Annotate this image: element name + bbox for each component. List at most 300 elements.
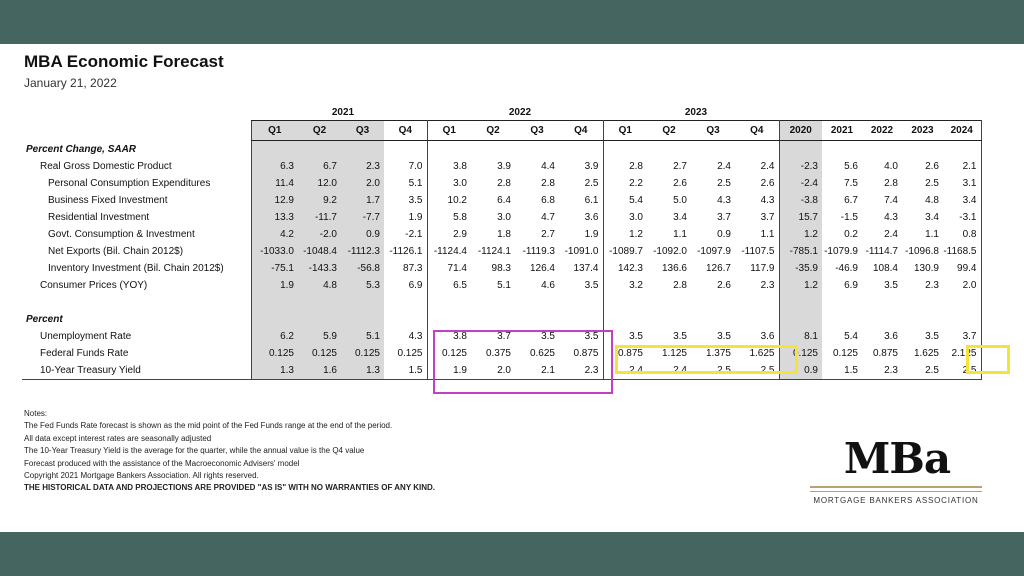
- table-cell: 6.1: [559, 192, 603, 209]
- table-cell: 1.9: [427, 362, 471, 380]
- table-cell: 2.1: [515, 362, 559, 380]
- table-cell: 3.2: [629, 280, 643, 291]
- table-cell: 6.9: [384, 277, 427, 294]
- table-cell: -2.4: [779, 175, 822, 192]
- table-cell: 5.1: [341, 328, 384, 345]
- note-line: All data except interest rates are seasonally adjusted: [24, 433, 212, 443]
- table-cell: 1.8: [497, 229, 511, 240]
- row-label: Business Fixed Investment: [48, 195, 168, 206]
- table-cell: 1.375: [705, 348, 731, 359]
- empty-cell: [559, 141, 603, 159]
- table-cell: 3.4: [673, 212, 687, 223]
- table-cell: 130.9: [913, 263, 939, 274]
- table-cell: 3.5: [717, 331, 731, 342]
- table-cell: 6.4: [497, 195, 511, 206]
- table-cell: 2.9: [453, 229, 467, 240]
- empty-cell: [515, 141, 559, 159]
- table-cell: 4.8: [925, 195, 939, 206]
- table-cell: 1.3: [251, 362, 298, 380]
- table-cell: 0.875: [617, 348, 643, 359]
- logo-rule: [810, 486, 982, 488]
- table-cell: 3.5: [559, 277, 603, 294]
- empty-cell: [298, 294, 341, 311]
- table-cell: 3.7: [943, 328, 981, 345]
- table-cell: 1.7: [341, 192, 384, 209]
- table-cell: -7.7: [341, 209, 384, 226]
- empty-cell: [691, 141, 735, 159]
- year-group-2021: 2021: [331, 107, 355, 118]
- table-cell: -1091.0: [559, 243, 603, 260]
- empty-cell: [559, 311, 603, 328]
- table-cell: 2.4: [884, 229, 898, 240]
- empty-cell: [862, 294, 902, 311]
- empty-cell: [427, 141, 471, 159]
- table-cell: 2.6: [925, 161, 939, 172]
- table-cell: 7.5: [844, 178, 858, 189]
- column-header: Q4: [735, 121, 779, 141]
- table-cell: 2.4: [647, 362, 691, 380]
- table-cell: 5.6: [844, 161, 858, 172]
- table-cell: 2.3: [925, 280, 939, 291]
- table-cell: 4.3: [735, 192, 779, 209]
- empty-cell: [341, 311, 384, 328]
- table-cell: 0.125: [298, 345, 341, 362]
- table-cell: 2.8: [541, 178, 555, 189]
- table-cell: -1033.0: [251, 243, 298, 260]
- table-cell: 4.6: [541, 280, 555, 291]
- row-label: Real Gross Domestic Product: [40, 161, 172, 172]
- table-cell: 0.125: [441, 348, 467, 359]
- empty-cell: [647, 294, 691, 311]
- spacer-cell: [22, 294, 251, 311]
- empty-cell: [943, 311, 981, 328]
- table-cell: 6.5: [453, 280, 467, 291]
- table-cell: 2.5: [943, 362, 981, 380]
- table-cell: 0.125: [779, 345, 822, 362]
- section-heading-pct-change: Percent Change, SAAR: [26, 143, 137, 155]
- empty-cell: [341, 294, 384, 311]
- table-cell: 3.1: [943, 175, 981, 192]
- slide: [0, 44, 1024, 532]
- table-cell: 2.7: [541, 229, 555, 240]
- empty-cell: [822, 294, 862, 311]
- table-cell: 5.4: [629, 195, 643, 206]
- table-cell: 1.9: [559, 226, 603, 243]
- row-label: Inventory Investment (Bil. Chain 2012$): [48, 263, 224, 274]
- empty-cell: [647, 141, 691, 159]
- empty-cell: [298, 311, 341, 328]
- table-cell: 2.4: [603, 362, 647, 380]
- table-cell: 0.875: [559, 345, 603, 362]
- column-header: Q2: [298, 121, 341, 141]
- table-cell: 5.1: [384, 175, 427, 192]
- empty-cell: [471, 141, 515, 159]
- table-cell: 12.0: [298, 175, 341, 192]
- table-cell: 99.4: [943, 260, 981, 277]
- table-cell: 0.9: [717, 229, 731, 240]
- empty-cell: [822, 311, 862, 328]
- empty-cell: [384, 294, 427, 311]
- table-cell: 1.1: [925, 229, 939, 240]
- table-cell: 5.0: [673, 195, 687, 206]
- table-cell: -1.5: [840, 212, 858, 223]
- table-cell: 6.7: [298, 158, 341, 175]
- empty-cell: [471, 311, 515, 328]
- table-cell: 2.2: [629, 178, 643, 189]
- table-cell: 3.8: [453, 331, 467, 342]
- table-cell: 3.0: [453, 178, 467, 189]
- table-row: [22, 277, 981, 294]
- mba-logo-name: MORTGAGE BANKERS ASSOCIATION: [813, 496, 979, 505]
- column-header: Q1: [603, 121, 647, 141]
- empty-cell: [251, 141, 298, 159]
- empty-cell: [862, 311, 902, 328]
- table-cell: 2.8: [884, 178, 898, 189]
- column-header: Q1: [251, 121, 298, 141]
- page-date: January 21, 2022: [24, 76, 117, 90]
- table-cell: -1124.1: [477, 246, 511, 257]
- table-cell: 3.5: [559, 328, 603, 345]
- table-cell: 1.9: [384, 209, 427, 226]
- table-row: [22, 362, 981, 380]
- table-cell: 3.9: [497, 161, 511, 172]
- column-header: 2023: [902, 121, 943, 141]
- table-cell: 7.0: [384, 158, 427, 175]
- column-header-row: [22, 121, 981, 141]
- table-cell: 3.6: [559, 209, 603, 226]
- table-cell: 11.4: [251, 175, 298, 192]
- table-cell: 2.7: [673, 161, 687, 172]
- table-cell: 8.1: [779, 328, 822, 345]
- empty-cell: [384, 141, 427, 159]
- table-cell: 1.6: [298, 362, 341, 380]
- empty-cell: [427, 294, 471, 311]
- table-cell: 4.4: [541, 161, 555, 172]
- table-cell: -1048.4: [298, 243, 341, 260]
- table-cell: 10.2: [447, 195, 467, 206]
- table-cell: 2.0: [471, 362, 515, 380]
- disclaimer: THE HISTORICAL DATA AND PROJECTIONS ARE PROVIDED "AS IS" WITH NO WARRANTIES OF ANY KIND.: [24, 483, 436, 493]
- table-cell: 4.7: [541, 212, 555, 223]
- table-cell: 4.3: [384, 328, 427, 345]
- table-cell: 2.3: [862, 362, 902, 380]
- column-header: Q3: [515, 121, 559, 141]
- table-cell: 2.6: [673, 178, 687, 189]
- notes-heading: Notes:: [24, 409, 48, 418]
- table-cell: 5.1: [497, 280, 511, 291]
- table-cell: 7.4: [884, 195, 898, 206]
- column-header: 2020: [779, 121, 822, 141]
- table-cell: 0.625: [529, 348, 555, 359]
- table-cell: 1.5: [384, 362, 427, 380]
- table-cell: 4.3: [717, 195, 731, 206]
- table-cell: 3.5: [673, 331, 687, 342]
- table-cell: 2.3: [559, 362, 603, 380]
- table-cell: -1096.8: [905, 246, 939, 257]
- table-cell: 3.5: [884, 280, 898, 291]
- logo-rule: [810, 491, 982, 492]
- table-cell: 1.1: [735, 226, 779, 243]
- table-row: [22, 158, 981, 175]
- column-header: Q2: [647, 121, 691, 141]
- table-cell: 2.5: [735, 362, 779, 380]
- table-cell: 0.875: [872, 348, 898, 359]
- row-label: Unemployment Rate: [40, 331, 132, 342]
- table-cell: 6.7: [844, 195, 858, 206]
- table-cell: 2.3: [735, 277, 779, 294]
- notes: [24, 408, 435, 495]
- empty-cell: [779, 294, 822, 311]
- empty-cell: [515, 311, 559, 328]
- row-label: Residential Investment: [48, 212, 150, 223]
- empty-cell: [603, 294, 647, 311]
- table-cell: -1079.9: [824, 246, 858, 257]
- note-line: Forecast produced with the assistance of the Macroeconomic Advisers' model: [24, 458, 300, 468]
- column-header: 2024: [943, 121, 981, 141]
- empty-cell: [822, 141, 862, 159]
- table-cell: -2.1: [384, 226, 427, 243]
- empty-cell: [603, 141, 647, 159]
- table-cell: 3.7: [497, 331, 511, 342]
- column-header: Q4: [559, 121, 603, 141]
- table-cell: 2.1: [943, 158, 981, 175]
- mba-logo: MBa: [843, 434, 951, 483]
- table-cell: 117.9: [735, 260, 779, 277]
- section-row: [22, 141, 981, 159]
- empty-cell: [779, 311, 822, 328]
- table-cell: -3.1: [943, 209, 981, 226]
- table-cell: -35.9: [779, 260, 822, 277]
- table-cell: 87.3: [384, 260, 427, 277]
- empty-cell: [251, 311, 298, 328]
- table-cell: 1.125: [661, 348, 687, 359]
- empty-cell: [471, 294, 515, 311]
- table-cell: -1114.7: [865, 246, 898, 257]
- table-cell: 6.2: [251, 328, 298, 345]
- table-cell: 1.625: [913, 348, 939, 359]
- column-header: Q1: [427, 121, 471, 141]
- row-label: 10-Year Treasury Yield: [22, 362, 251, 380]
- table-cell: 2.5: [691, 362, 735, 380]
- note-line: The 10-Year Treasury Yield is the average for the quarter, while the annual value is the Q4 value: [24, 446, 365, 456]
- table-cell: 5.3: [341, 277, 384, 294]
- table-cell: -1168.5: [943, 243, 981, 260]
- table-cell: -1124.4: [433, 246, 467, 257]
- table-cell: 126.4: [529, 263, 555, 274]
- row-label: Consumer Prices (YOY): [40, 280, 148, 291]
- empty-cell: [298, 141, 341, 159]
- section-row: [22, 311, 981, 328]
- table-cell: 2.4: [717, 161, 731, 172]
- table-cell: 1.1: [673, 229, 687, 240]
- table-cell: 2.6: [717, 280, 731, 291]
- table-cell: 2.8: [629, 161, 643, 172]
- empty-cell: [902, 311, 943, 328]
- empty-cell: [559, 294, 603, 311]
- table-cell: 0.9: [341, 226, 384, 243]
- table-cell: 2.125: [943, 345, 981, 362]
- table-cell: 2.5: [559, 175, 603, 192]
- row-label: Personal Consumption Expenditures: [48, 178, 211, 189]
- table-row: [22, 226, 981, 243]
- column-header: Q4: [384, 121, 427, 141]
- table-cell: 6.8: [541, 195, 555, 206]
- table-cell: 0.125: [251, 345, 298, 362]
- table-cell: -2.3: [779, 158, 822, 175]
- empty-cell: [427, 311, 471, 328]
- table-cell: 4.2: [251, 226, 298, 243]
- table-cell: 2.0: [341, 175, 384, 192]
- table-cell: -2.0: [298, 226, 341, 243]
- table-cell: -46.9: [835, 263, 858, 274]
- table-row: [22, 243, 981, 260]
- table-cell: 3.0: [497, 212, 511, 223]
- table-cell: -1107.5: [735, 243, 779, 260]
- empty-cell: [862, 141, 902, 159]
- table-cell: 0.125: [384, 345, 427, 362]
- table-cell: 2.4: [735, 158, 779, 175]
- table-row: [22, 209, 981, 226]
- empty-cell: [779, 141, 822, 159]
- table-cell: 3.4: [943, 192, 981, 209]
- empty-cell: [384, 311, 427, 328]
- table-cell: -75.1: [251, 260, 298, 277]
- empty-cell: [341, 141, 384, 159]
- table-cell: 1.5: [822, 362, 862, 380]
- table-cell: 4.0: [884, 161, 898, 172]
- forecast-table: [22, 120, 982, 380]
- table-cell: 2.0: [943, 277, 981, 294]
- table-cell: 2.5: [925, 178, 939, 189]
- table-cell: 2.5: [902, 362, 943, 380]
- column-header: Q3: [691, 121, 735, 141]
- table-cell: 126.7: [705, 263, 731, 274]
- empty-cell: [735, 311, 779, 328]
- row-label: Federal Funds Rate: [40, 348, 129, 359]
- table-cell: 1.3: [341, 362, 384, 380]
- table-cell: 4.3: [884, 212, 898, 223]
- table-cell: -1126.1: [384, 243, 427, 260]
- table-cell: 108.4: [872, 263, 898, 274]
- empty-cell: [902, 141, 943, 159]
- table-cell: 1.2: [779, 226, 822, 243]
- table-cell: 3.5: [925, 331, 939, 342]
- empty-cell: [647, 311, 691, 328]
- table-cell: 3.5: [384, 192, 427, 209]
- table-cell: 137.4: [559, 260, 603, 277]
- table-cell: 0.2: [844, 229, 858, 240]
- table-cell: -3.8: [779, 192, 822, 209]
- empty-cell: [735, 141, 779, 159]
- table-cell: -1112.3: [341, 243, 384, 260]
- table-cell: 3.9: [559, 158, 603, 175]
- table-cell: -11.7: [298, 209, 341, 226]
- table-cell: -785.1: [779, 243, 822, 260]
- table-cell: 4.8: [298, 277, 341, 294]
- column-header: Q3: [341, 121, 384, 141]
- empty-cell: [943, 294, 981, 311]
- table-cell: 1.2: [779, 277, 822, 294]
- empty-cell: [735, 294, 779, 311]
- table-cell: 6.9: [844, 280, 858, 291]
- column-header: 2021: [822, 121, 862, 141]
- table-cell: 12.9: [251, 192, 298, 209]
- spacer-row: [22, 294, 981, 311]
- table-cell: 98.3: [491, 263, 511, 274]
- empty-cell: [691, 294, 735, 311]
- table-cell: 5.4: [844, 331, 858, 342]
- section-heading-percent: Percent: [26, 314, 63, 325]
- table-cell: 142.3: [617, 263, 643, 274]
- table-cell: 13.3: [251, 209, 298, 226]
- table-cell: 3.5: [629, 331, 643, 342]
- empty-cell: [251, 294, 298, 311]
- table-cell: 3.6: [884, 331, 898, 342]
- table-cell: -56.8: [341, 260, 384, 277]
- empty-cell: [943, 141, 981, 159]
- year-group-2023: 2023: [684, 107, 708, 118]
- table-cell: 0.375: [485, 348, 511, 359]
- table-row: [22, 345, 981, 362]
- table-cell: 0.8: [943, 226, 981, 243]
- table-cell: -1097.9: [697, 246, 731, 257]
- table-cell: 3.6: [735, 328, 779, 345]
- table-cell: 5.8: [453, 212, 467, 223]
- table-cell: 2.8: [497, 178, 511, 189]
- table-cell: 9.2: [298, 192, 341, 209]
- year-group-2022: 2022: [508, 107, 532, 118]
- header-spacer: [22, 121, 251, 141]
- table-cell: 3.7: [735, 209, 779, 226]
- column-header: Q2: [471, 121, 515, 141]
- table-cell: 1.9: [251, 277, 298, 294]
- table-cell: 5.9: [298, 328, 341, 345]
- note-line: The Fed Funds Rate forecast is shown as the mid point of the Fed Funds range at the end of the period.: [24, 421, 393, 431]
- table-cell: 3.7: [717, 212, 731, 223]
- row-label: Govt. Consumption & Investment: [48, 229, 195, 240]
- table-cell: 0.125: [341, 345, 384, 362]
- table-cell: 3.0: [629, 212, 643, 223]
- note-line: Copyright 2021 Mortgage Bankers Association. All rights reserved.: [24, 471, 259, 481]
- empty-cell: [515, 294, 559, 311]
- table-cell: 1.2: [629, 229, 643, 240]
- table-row: [22, 175, 981, 192]
- column-header: 2022: [862, 121, 902, 141]
- empty-cell: [603, 311, 647, 328]
- table-cell: 71.4: [447, 263, 467, 274]
- table-cell: 0.9: [779, 362, 822, 380]
- table-cell: 136.6: [661, 263, 687, 274]
- table-cell: 3.5: [541, 331, 555, 342]
- row-label: Net Exports (Bil. Chain 2012$): [48, 246, 184, 257]
- table-cell: 3.4: [925, 212, 939, 223]
- table-cell: 2.3: [341, 158, 384, 175]
- table-cell: -1092.0: [653, 246, 687, 257]
- empty-cell: [902, 294, 943, 311]
- table-row: [22, 328, 981, 345]
- table-cell: -143.3: [298, 260, 341, 277]
- table-cell: 1.625: [735, 345, 779, 362]
- page-title: MBA Economic Forecast: [24, 52, 224, 71]
- table-cell: -1119.3: [522, 246, 555, 257]
- table-cell: 15.7: [779, 209, 822, 226]
- table-cell: 2.8: [673, 280, 687, 291]
- table-cell: -1089.7: [609, 246, 643, 257]
- table-cell: 6.3: [251, 158, 298, 175]
- table-cell: 2.5: [717, 178, 731, 189]
- table-row: [22, 260, 981, 277]
- table-cell: 3.8: [453, 161, 467, 172]
